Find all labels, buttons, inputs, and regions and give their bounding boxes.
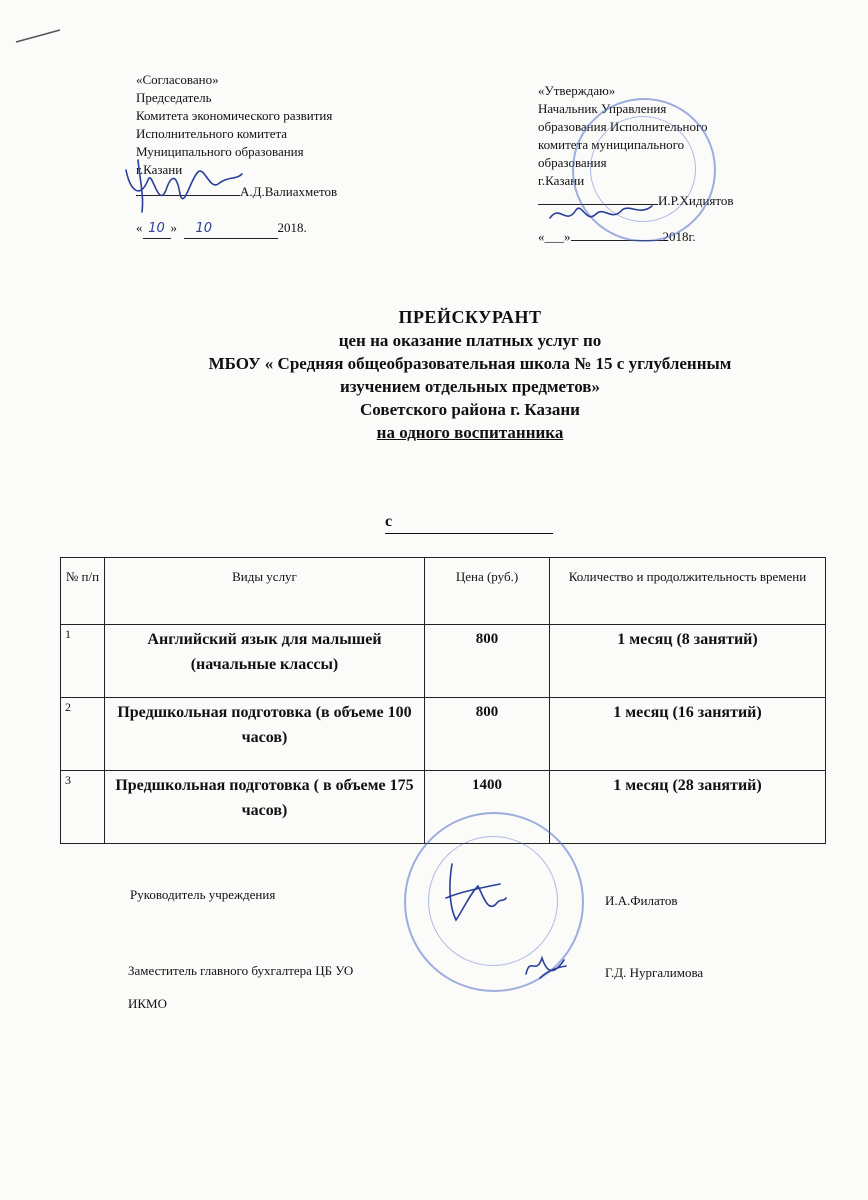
approval-left-line: Комитета экономического развития [136, 108, 333, 123]
approval-left-date-day: 10 [143, 220, 171, 239]
deputy-title-line2: ИКМО [128, 996, 168, 1011]
deputy-title-line1: Заместитель главного бухгалтера ЦБ УО [128, 963, 354, 978]
head-name: И.А.Филатов [605, 893, 678, 908]
approval-left-line: Исполнительного комитета [136, 126, 288, 141]
title-line: изучением отдельных предметов» [340, 377, 600, 396]
row-service: Предшкольная подготовка (в объеме 100 часов) [105, 698, 425, 771]
approval-right-date-year: 2018г. [662, 229, 696, 244]
table-row [61, 698, 826, 771]
title-line: цен на оказание платных услуг по [338, 331, 602, 350]
approval-right-line: комитета муниципального [538, 137, 685, 152]
approval-right-line: образования Исполнительного [538, 119, 708, 134]
document-title [120, 306, 820, 444]
approval-right-date-prefix: «___» [538, 229, 571, 244]
deputy-name: Г.Д. Нургалимова [605, 965, 704, 980]
signature-left [118, 150, 248, 220]
head-title: Руководитель учреждения [130, 887, 276, 902]
pencil-mark [14, 26, 64, 46]
approval-left-line: Муниципального образования [136, 144, 304, 159]
signature-head [440, 858, 510, 928]
signature-deputy [520, 946, 570, 986]
approval-left-date-year: 2018. [277, 220, 307, 235]
title-line: Советского района г. Казани [360, 400, 580, 419]
row-num: 3 [61, 771, 105, 844]
row-price: 800 [425, 698, 550, 771]
title-heading: ПРЕЙСКУРАНТ [398, 307, 542, 327]
approval-right-line: г.Казани [538, 173, 585, 188]
price-table [60, 557, 826, 844]
row-price: 1400 [425, 771, 550, 844]
title-line: на одного воспитанника [376, 423, 564, 442]
approval-left-date-month: 10 [184, 220, 278, 239]
approval-left-line: г.Казани [136, 162, 183, 177]
approval-left-date: « 10 » 10 2018. [136, 219, 337, 239]
header-price: Цена (руб.) [425, 558, 550, 625]
approval-left-signatory: А.Д.Валиахметов [240, 184, 338, 199]
approval-right-signatory: И.Р.Хидиятов [658, 193, 734, 208]
approval-right-header: «Утверждаю» [538, 83, 616, 98]
signature-right [546, 196, 656, 232]
approval-right-line: образования [538, 155, 607, 170]
row-num: 2 [61, 698, 105, 771]
approval-left-line: Председатель [136, 90, 212, 105]
table-header-row [61, 558, 826, 625]
approval-left-header: «Согласовано» [136, 72, 219, 87]
row-duration: 1 месяц (28 занятий) [550, 771, 826, 844]
header-service: Виды услуг [105, 558, 425, 625]
from-date-field: с [385, 513, 553, 534]
row-service: Английский язык для малышей (начальные классы) [105, 625, 425, 698]
approval-right-line: Начальник Управления [538, 101, 667, 116]
row-price: 800 [425, 625, 550, 698]
header-num: № п/п [61, 558, 105, 625]
row-duration: 1 месяц (8 занятий) [550, 625, 826, 698]
table-row [61, 625, 826, 698]
title-line: МБОУ « Средняя общеобразовательная школа № 15 с углубленным [208, 354, 732, 373]
row-service: Предшкольная подготовка ( в объеме 175 часов) [105, 771, 425, 844]
header-duration: Количество и продолжительность времени [550, 558, 826, 625]
row-num: 1 [61, 625, 105, 698]
row-duration: 1 месяц (16 занятий) [550, 698, 826, 771]
